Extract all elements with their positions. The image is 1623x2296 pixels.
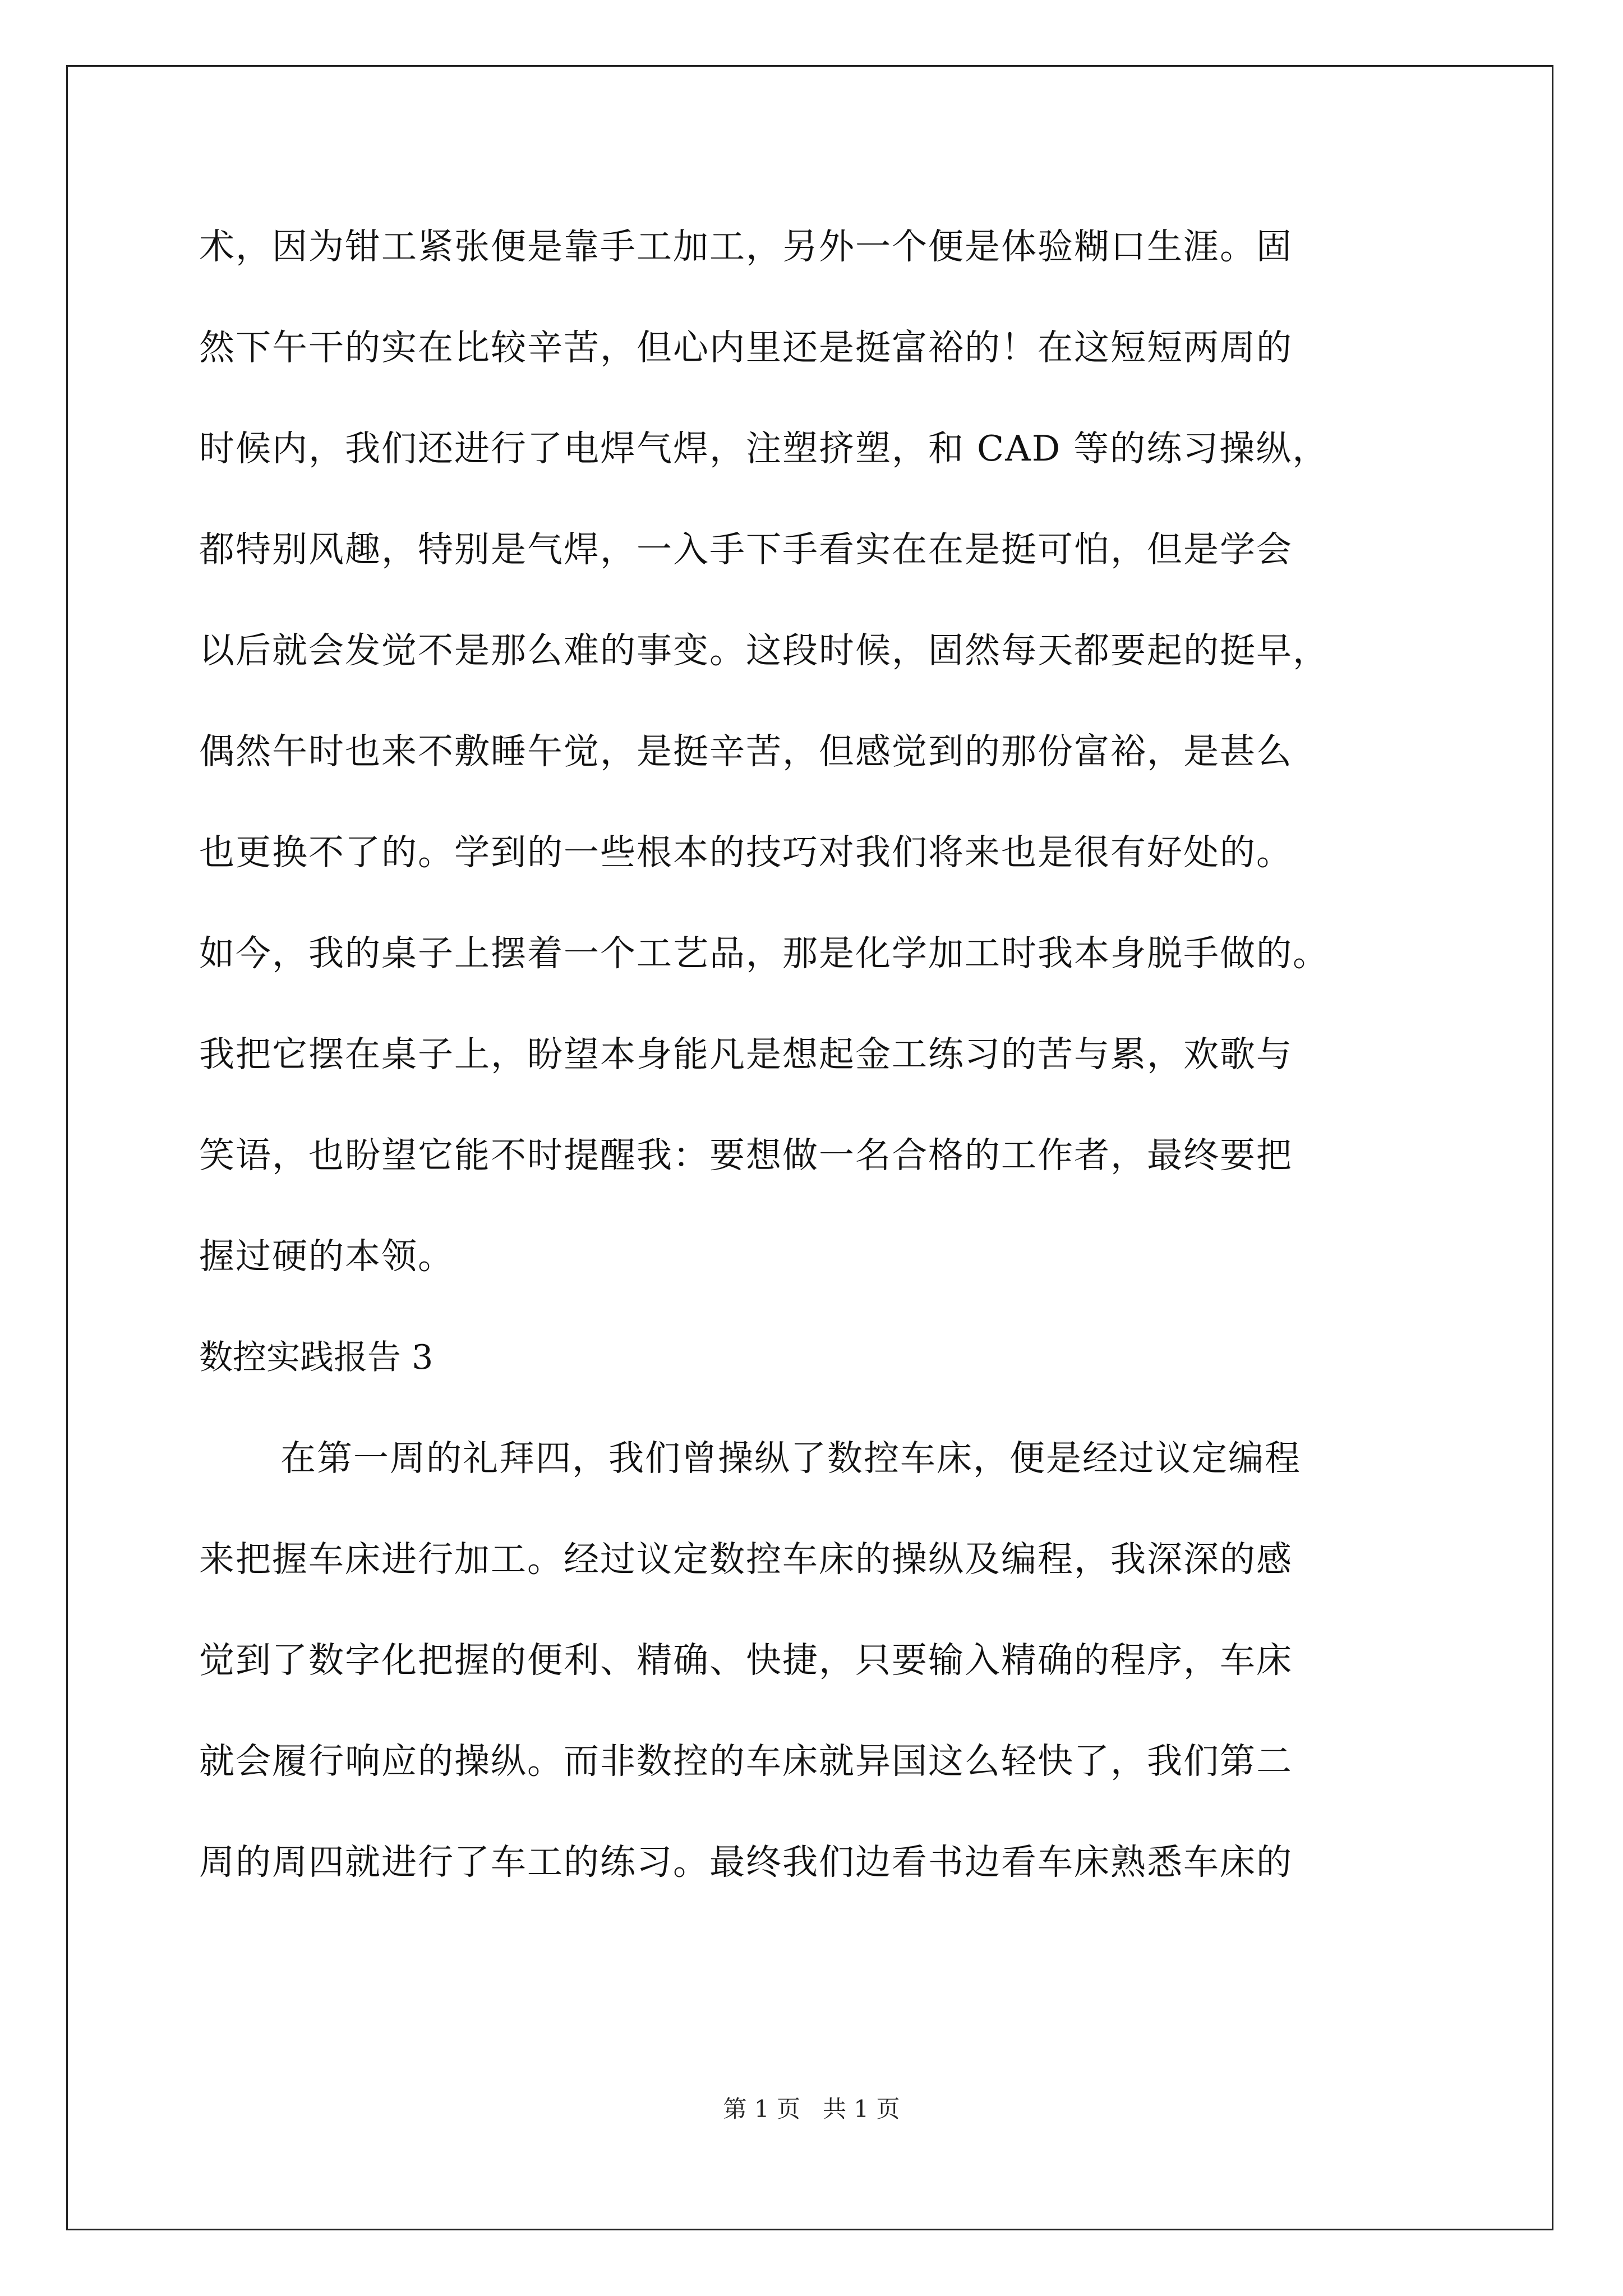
page-footer: 第 1 页 共 1 页 (723, 2095, 900, 2123)
text-line: 我把它摆在桌子上，盼望本身能凡是想起金工练习的苦与累，欢歌与 (199, 1034, 1293, 1075)
text-line: 握过硬的本领。 (199, 1236, 454, 1277)
text-line: 笑语，也盼望它能不时提醒我：要想做一名合格的工作者，最终要把 (199, 1135, 1293, 1176)
text-line: 来把握车床进行加工。经过议定数控车床的操纵及编程，我深深的感 (199, 1539, 1293, 1580)
text-line: 时候内，我们还进行了电焊气焊，注塑挤塑，和 CAD 等的练习操纵， (199, 428, 1329, 469)
text-line: 偶然午时也来不敷睡午觉，是挺辛苦，但感觉到的那份富裕，是甚么 (199, 731, 1293, 772)
text-line: 觉到了数字化把握的便利、精确、快捷，只要输入精确的程序，车床 (199, 1640, 1293, 1681)
text-line: 都特别风趣，特别是气焊，一入手下手看实在在是挺可怕，但是学会 (199, 529, 1293, 570)
text-line: 以后就会发觉不是那么难的事变。这段时候，固然每天都要起的挺早， (199, 630, 1329, 671)
text-line: 周的周四就进行了车工的练习。最终我们边看书边看车床熟悉车床的 (199, 1842, 1293, 1883)
text-line: 也更换不了的。学到的一些根本的技巧对我们将来也是很有好处的。 (199, 832, 1293, 873)
text-line: 如今，我的桌子上摆着一个工艺品，那是化学加工时我本身脱手做的。 (199, 933, 1329, 974)
section-heading: 数控实践报告 3 (199, 1338, 434, 1377)
text-line: 术，因为钳工紧张便是靠手工加工，另外一个便是体验糊口生涯。固 (199, 226, 1293, 267)
text-line: 就会履行响应的操纵。而非数控的车床就异国这么轻快了，我们第二 (199, 1741, 1293, 1782)
text-line: 然下午干的实在比较辛苦，但心内里还是挺富裕的！在这短短两周的 (199, 327, 1293, 368)
text-line: 在第一周的礼拜四，我们曾操纵了数控车床，便是经过议定编程 (280, 1438, 1301, 1479)
